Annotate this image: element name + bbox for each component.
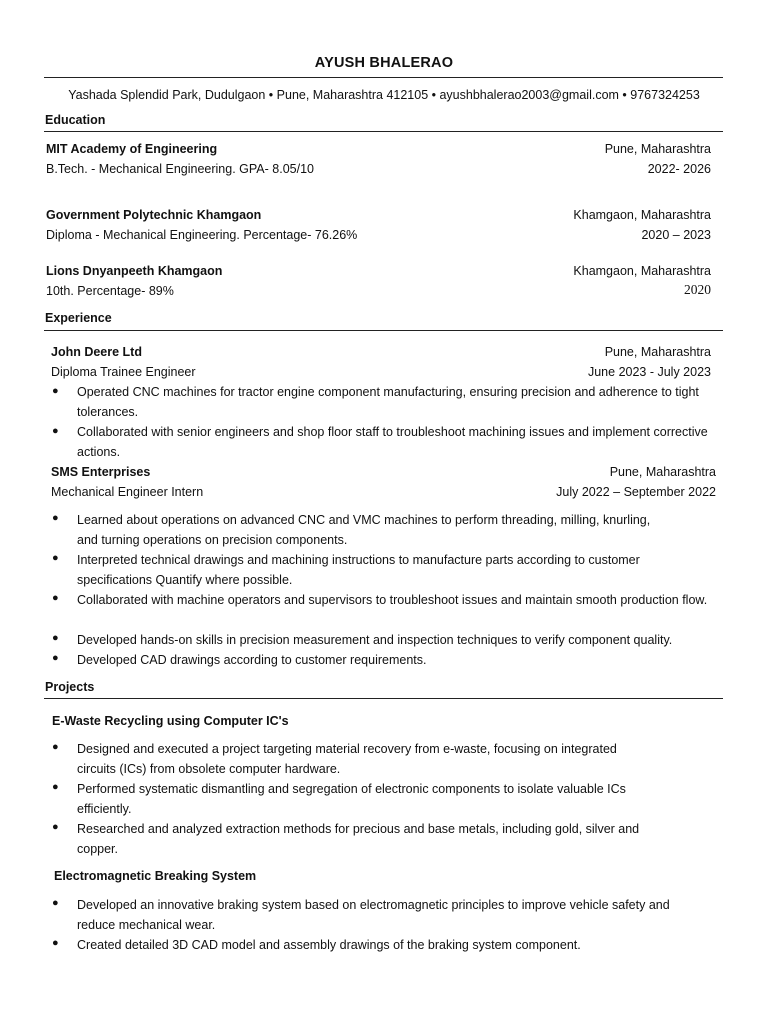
job-dates: July 2022 – September 2022	[556, 485, 716, 499]
project-bullet: Performed systematic dismantling and segregation of electronic components to isolate valuable ICs efficiently.	[77, 782, 626, 816]
header-divider	[44, 77, 723, 78]
bullet-icon: ●	[52, 592, 59, 604]
bullet-icon: ●	[52, 937, 59, 949]
candidate-name: AYUSH BHALERAO	[314, 55, 454, 71]
bullet-icon: ●	[52, 821, 59, 833]
education-school: Lions Dnyanpeeth Khamgaon	[46, 264, 223, 278]
bullet-icon: ●	[52, 652, 59, 664]
job-bullet: Interpreted technical drawings and machining instructions to manufacture parts according to customer specifications Quantify where possible.	[77, 553, 640, 587]
project-bullet: Created detailed 3D CAD model and assembly drawings of the braking system component.	[77, 938, 581, 952]
education-degree: 10th. Percentage- 89%	[46, 284, 174, 298]
education-degree: B.Tech. - Mechanical Engineering. GPA- 8.05/10	[46, 162, 314, 176]
job-bullet: Developed CAD drawings according to customer requirements.	[77, 653, 427, 667]
project-bullet: Developed an innovative braking system based on electromagnetic principles to improve vehicle safety and reduce mechanical wear.	[77, 898, 670, 932]
job-role: Diploma Trainee Engineer	[51, 365, 196, 379]
education-school: Government Polytechnic Khamgaon	[46, 208, 262, 222]
education-degree: Diploma - Mechanical Engineering. Percentage- 76.26%	[46, 228, 358, 242]
education-location: Khamgaon, Maharashtra	[573, 264, 711, 278]
experience-divider	[44, 330, 723, 331]
job-bullet: Collaborated with senior engineers and shop floor staff to troubleshoot machining issues and implement corrective actions.	[77, 425, 708, 459]
job-company: SMS Enterprises	[51, 465, 151, 479]
job-company: John Deere Ltd	[51, 345, 142, 359]
job-bullet: Learned about operations on advanced CNC and VMC machines to perform threading, milling, knurling, and turning operations on precision components.	[77, 513, 651, 547]
education-dates: 2022- 2026	[647, 162, 711, 176]
project-bullet: Researched and analyzed extraction methods for precious and base metals, including gold, silver and copper.	[77, 822, 640, 856]
projects-divider	[44, 698, 723, 699]
bullet-icon: ●	[52, 385, 59, 397]
education-dates: 2020	[684, 282, 711, 297]
bullet-icon: ●	[52, 781, 59, 793]
contact-line: Yashada Splendid Park, Dudulgaon • Pune, Maharashtra 412105 • ayushbhalerao2003@gmail.com • 9767324253	[68, 88, 700, 102]
project-title: E-Waste Recycling using Computer IC's	[52, 714, 289, 728]
education-location: Khamgaon, Maharashtra	[573, 208, 711, 222]
job-role: Mechanical Engineer Intern	[51, 485, 204, 499]
project-title: Electromagnetic Breaking System	[54, 869, 257, 883]
bullet-icon: ●	[52, 425, 59, 437]
projects-heading: Projects	[45, 680, 95, 694]
project-bullet: Designed and executed a project targeting material recovery from e-waste, focusing on integrated circuits (ICs) from obsolete computer hardware.	[77, 742, 617, 776]
education-dates: 2020 – 2023	[641, 228, 711, 242]
job-bullet: Operated CNC machines for tractor engine component manufacturing, ensuring precision and adherence to tight tolerances.	[77, 385, 699, 419]
bullet-icon: ●	[52, 632, 59, 644]
bullet-icon: ●	[52, 741, 59, 753]
bullet-icon: ●	[52, 897, 59, 909]
job-dates: June 2023 - July 2023	[587, 365, 711, 379]
bullet-icon: ●	[52, 512, 59, 524]
education-divider	[44, 131, 723, 132]
job-bullet: Collaborated with machine operators and supervisors to troubleshoot issues and maintain smooth production flow.	[77, 593, 708, 607]
job-bullet: Developed hands-on skills in precision measurement and inspection techniques to verify component quality.	[77, 633, 673, 647]
job-location: Pune, Maharashtra	[609, 465, 716, 479]
job-location: Pune, Maharashtra	[604, 345, 711, 359]
experience-heading: Experience	[45, 311, 112, 325]
education-school: MIT Academy of Engineering	[46, 142, 218, 156]
bullet-icon: ●	[52, 552, 59, 564]
education-heading: Education	[45, 113, 106, 127]
education-location: Pune, Maharashtra	[604, 142, 711, 156]
